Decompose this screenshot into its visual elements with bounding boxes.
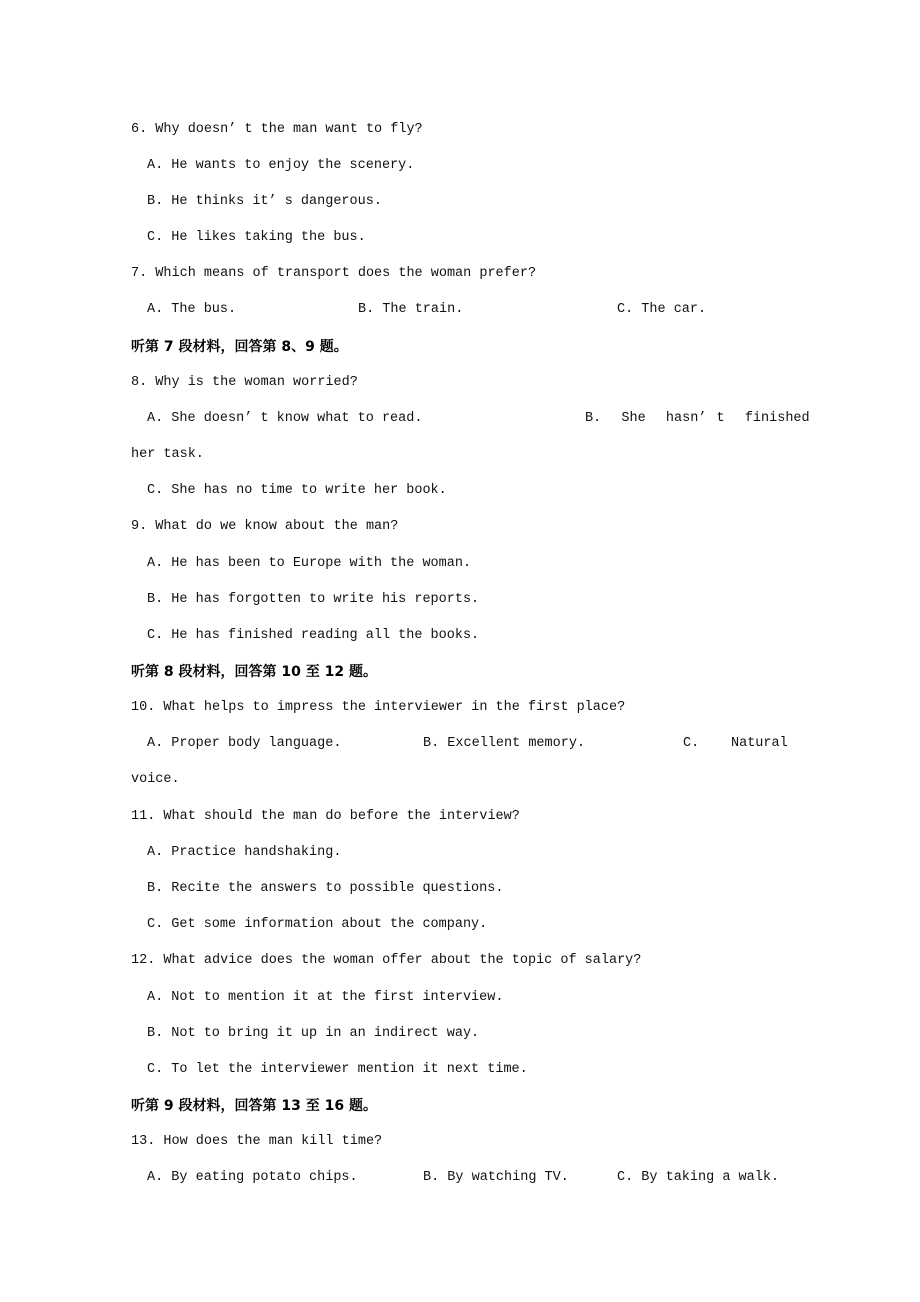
question-stem: 10. What helps to impress the interviewer in the first place? [131, 700, 626, 715]
question-stem: 12. What advice does the woman offer about the topic of salary? [131, 953, 642, 968]
option-b: B. Not to bring it up in an indirect way. [147, 1026, 480, 1041]
option-c: C. The car. [617, 302, 707, 317]
option-c: C. To let the interviewer mention it next time. [147, 1062, 528, 1077]
option-c-label: C. [683, 736, 700, 751]
option-a: A. Practice handshaking. [147, 845, 342, 860]
option-c: Natural [731, 736, 788, 751]
option-c: C. Get some information about the company. [147, 917, 488, 932]
option-a: A. The bus. [147, 302, 237, 317]
option-a: A. He wants to enjoy the scenery. [147, 158, 415, 173]
option-c: C. By taking a walk. [617, 1170, 780, 1185]
option-c: C. He likes taking the bus. [147, 230, 366, 245]
section-heading-9: 听第 9 段材料，回答第 13 至 16 题。 [131, 1098, 377, 1114]
option-a: A. By eating potato chips. [147, 1170, 358, 1185]
option-a: A. She doesn’ t know what to read. [147, 411, 423, 426]
option-a: A. Not to mention it at the first interview. [147, 990, 504, 1005]
question-stem: 11. What should the man do before the interview? [131, 809, 520, 824]
section-heading-7: 听第 7 段材料，回答第 8、9 题。 [131, 339, 348, 355]
question-stem: 8. Why is the woman worried? [131, 375, 358, 390]
option-b-continued: her task. [131, 447, 204, 462]
option-b: B. By watching TV. [423, 1170, 569, 1185]
option-b: B. Excellent memory. [423, 736, 586, 751]
question-stem: 9. What do we know about the man? [131, 519, 399, 534]
question-stem: 6. Why doesn’ t the man want to fly? [131, 122, 423, 137]
question-stem: 7. Which means of transport does the woman prefer? [131, 266, 537, 281]
section-heading-8: 听第 8 段材料，回答第 10 至 12 题。 [131, 664, 377, 680]
option-c: C. He has finished reading all the books. [147, 628, 480, 643]
option-a: A. He has been to Europe with the woman. [147, 556, 472, 571]
option-c-continued: voice. [131, 772, 180, 787]
option-b: B. Recite the answers to possible questions. [147, 881, 504, 896]
option-c: C. She has no time to write her book. [147, 483, 447, 498]
option-b: B. The train. [358, 302, 464, 317]
option-b: B. He has forgotten to write his reports. [147, 592, 480, 607]
option-b: B. She hasn’ t finished [585, 411, 810, 426]
option-b: B. He thinks it’ s dangerous. [147, 194, 382, 209]
question-stem: 13. How does the man kill time? [131, 1134, 383, 1149]
option-a: A. Proper body language. [147, 736, 342, 751]
